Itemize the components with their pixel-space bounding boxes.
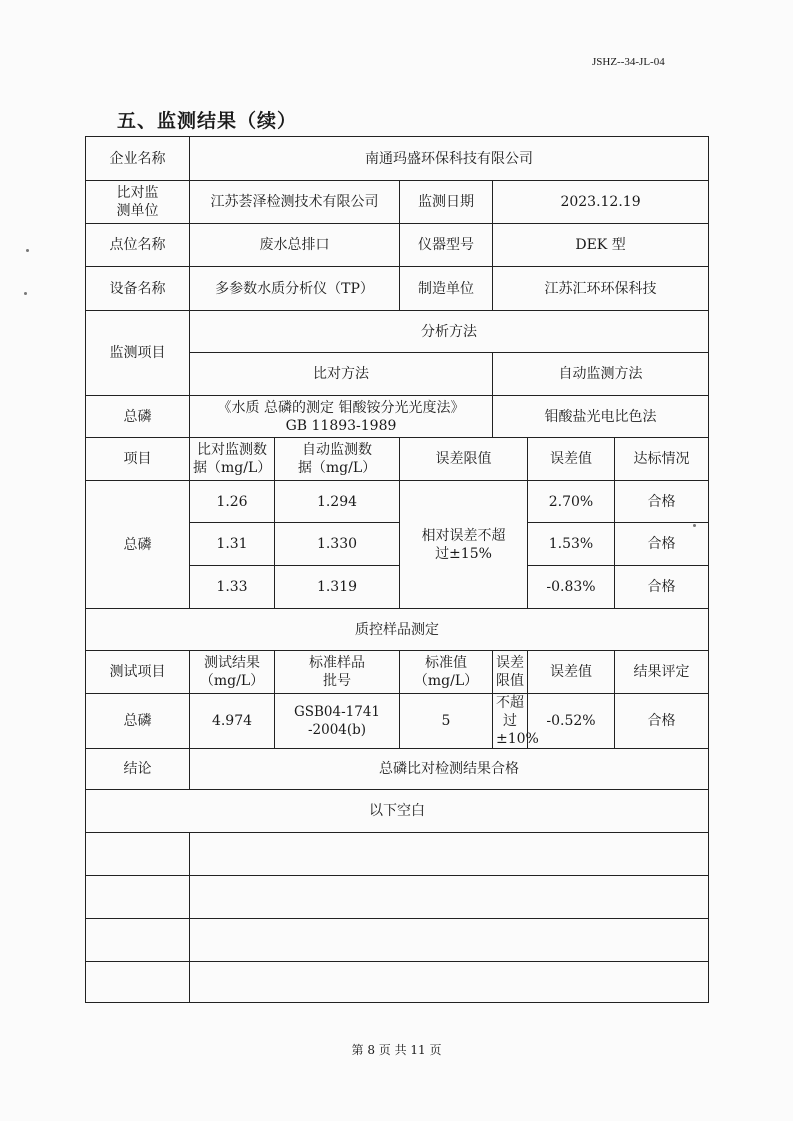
- blank-row: [86, 876, 709, 919]
- auto-method-value: 钼酸盐光电比色法: [493, 396, 709, 438]
- company-value: 南通玛盛环保科技有限公司: [190, 137, 709, 181]
- monitoring-results-table: [85, 136, 709, 1003]
- comparison-method-label: 比对方法: [190, 353, 493, 396]
- section-title: 五、监测结果（续）: [117, 110, 298, 132]
- monitoring-unit-label: 比对监 测单位: [86, 181, 190, 224]
- compare-value: 1.31: [190, 523, 275, 566]
- qc-header-batch: 标准样品 批号: [275, 651, 400, 694]
- table-row: [86, 790, 709, 833]
- error-value: -0.83%: [528, 566, 615, 609]
- qc-error-value: -0.52%: [528, 694, 615, 749]
- qc-header-standard: 标准值 （mg/L）: [400, 651, 493, 694]
- table-row: [86, 137, 709, 181]
- col-header-status: 达标情况: [615, 438, 709, 481]
- table-row: [86, 651, 709, 694]
- scan-speck: [24, 292, 27, 295]
- qc-result: 4.974: [190, 694, 275, 749]
- auto-value: 1.319: [275, 566, 400, 609]
- qc-evaluation: 合格: [615, 694, 709, 749]
- error-value: 1.53%: [528, 523, 615, 566]
- qc-standard-value: 5: [400, 694, 493, 749]
- monitoring-unit-value: 江苏荟泽检测技术有限公司: [190, 181, 400, 224]
- col-header-error-limit: 误差限值: [400, 438, 528, 481]
- qc-batch-number: GSB04-1741 -2004(b): [275, 694, 400, 749]
- table-row: [86, 181, 709, 224]
- col-header-error-value: 误差值: [528, 438, 615, 481]
- error-limit-value: 相对误差不超 过±15%: [400, 481, 528, 609]
- conclusion-value: 总磷比对检测结果合格: [190, 749, 709, 790]
- blank-row: [86, 919, 709, 962]
- col-header-item: 项目: [86, 438, 190, 481]
- compare-value: 1.33: [190, 566, 275, 609]
- qc-header-limit: 误差 限值: [493, 651, 528, 694]
- point-value: 废水总排口: [190, 224, 400, 267]
- analysis-method-label: 分析方法: [190, 311, 709, 353]
- page-footer: 第 8 页 共 11 页: [351, 1043, 442, 1057]
- blank-row: [86, 833, 709, 876]
- blank-row: [86, 962, 709, 1003]
- status-value: 合格: [615, 481, 709, 523]
- monitoring-item-label: 监测项目: [86, 311, 190, 396]
- instrument-model-label: 仪器型号: [400, 224, 493, 267]
- table-row: [86, 481, 709, 523]
- qc-item: 总磷: [86, 694, 190, 749]
- monitoring-date-value: 2023.12.19: [493, 181, 709, 224]
- table-row: [86, 749, 709, 790]
- table-row: [86, 609, 709, 651]
- conclusion-label: 结论: [86, 749, 190, 790]
- qc-header-evaluation: 结果评定: [615, 651, 709, 694]
- table-row: [86, 694, 709, 749]
- instrument-model-value: DEK 型: [493, 224, 709, 267]
- monitoring-date-label: 监测日期: [400, 181, 493, 224]
- compare-value: 1.26: [190, 481, 275, 523]
- qc-error-limit: 不超过 ±10%: [493, 694, 528, 749]
- error-value: 2.70%: [528, 481, 615, 523]
- table-row: [86, 438, 709, 481]
- qc-header-item: 测试项目: [86, 651, 190, 694]
- device-label: 设备名称: [86, 267, 190, 311]
- auto-value: 1.330: [275, 523, 400, 566]
- manufacturer-label: 制造单位: [400, 267, 493, 311]
- qc-header-error: 误差值: [528, 651, 615, 694]
- status-value: 合格: [615, 523, 709, 566]
- scan-speck: [26, 249, 29, 252]
- status-value: 合格: [615, 566, 709, 609]
- manufacturer-value: 江苏汇环环保科技: [493, 267, 709, 311]
- table-row: [86, 396, 709, 438]
- method-row-item: 总磷: [86, 396, 190, 438]
- col-header-compare-data: 比对监测数 据（mg/L）: [190, 438, 275, 481]
- qc-header-result: 测试结果 （mg/L）: [190, 651, 275, 694]
- device-value: 多参数水质分析仪（TP）: [190, 267, 400, 311]
- comparison-method-value: 《水质 总磷的测定 钼酸铵分光光度法》 GB 11893-1989: [190, 396, 493, 438]
- comparison-item: 总磷: [86, 481, 190, 609]
- table-row: [86, 267, 709, 311]
- col-header-auto-data: 自动监测数 据（mg/L）: [275, 438, 400, 481]
- qc-section-title: 质控样品测定: [86, 609, 709, 651]
- point-label: 点位名称: [86, 224, 190, 267]
- blank-note: 以下空白: [86, 790, 709, 833]
- auto-method-label: 自动监测方法: [493, 353, 709, 396]
- company-label: 企业名称: [86, 137, 190, 181]
- document-code: JSHZ--34-JL-04: [592, 56, 665, 68]
- table-row: [86, 311, 709, 353]
- auto-value: 1.294: [275, 481, 400, 523]
- table-row: [86, 224, 709, 267]
